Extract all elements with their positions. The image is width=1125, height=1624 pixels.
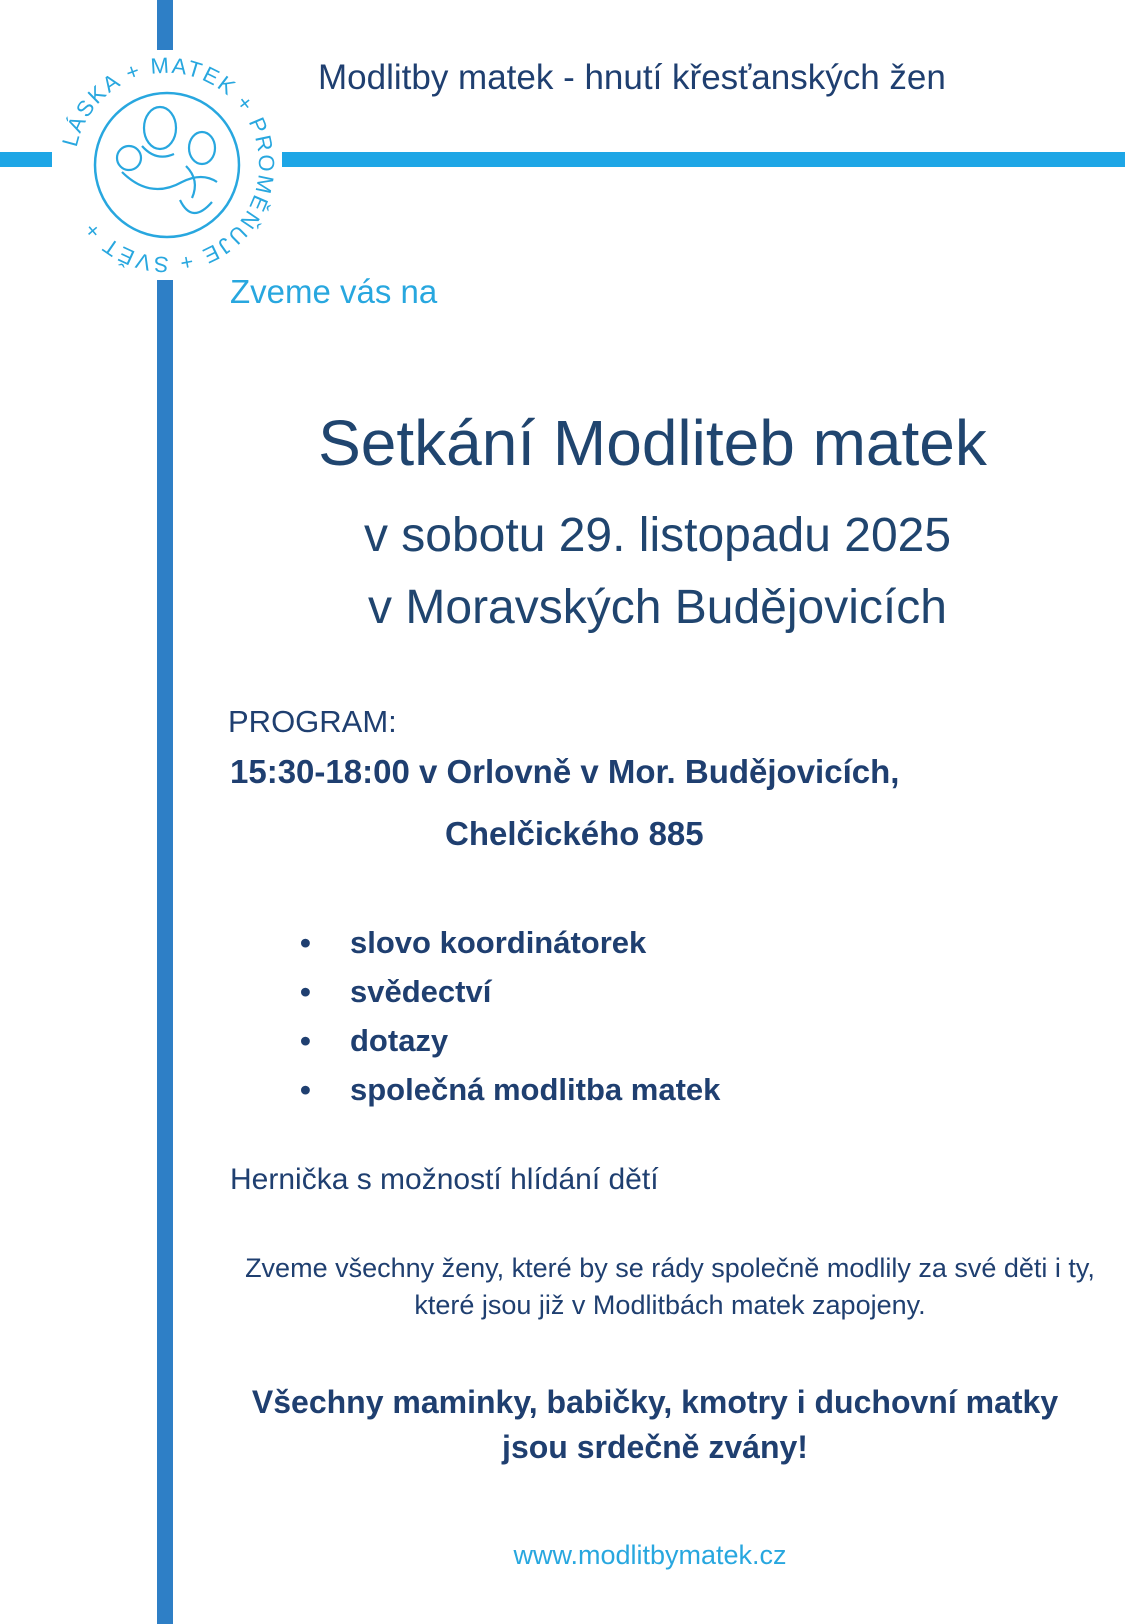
movement-logo (52, 50, 282, 280)
horizontal-cross-bar-right (278, 152, 1125, 167)
bullet-icon: • (300, 1023, 311, 1058)
bullet-icon: • (300, 974, 311, 1009)
logo-ring-text: LÁSKA + MATEK + PROMĚŇUJE + SVĚT + (57, 52, 280, 278)
list-item-label: společná modlitba matek (350, 1072, 721, 1107)
childcare-note: Hernička s možností hlídání dětí (230, 1163, 659, 1196)
bullet-icon: • (300, 1072, 311, 1107)
intro-text: Zveme vás na (230, 273, 438, 310)
website-link[interactable]: www.modlitbymatek.cz (513, 1540, 787, 1570)
program-time-place: 15:30-18:00 v Orlovně v Mor. Budějovicích, (230, 753, 900, 790)
list-item-label: svědectví (350, 974, 492, 1009)
welcome-message: Všechny maminky, babičky, kmotry i duchovní matky jsou srdečně zvány! (251, 1384, 1059, 1465)
bullet-icon: • (300, 925, 311, 960)
invitation-paragraph: Zveme všechny ženy, které by se rády společně modlily za své děti i ty, které jsou již v Modlitbách matek zapojeny. (245, 1253, 1095, 1320)
event-title: Setkání Modliteb matek (318, 407, 987, 479)
organization-name: Modlitby matek - hnutí křesťanských žen (318, 58, 946, 97)
event-location: v Moravských Budějovicích (368, 581, 947, 634)
list-item-label: dotazy (350, 1023, 449, 1058)
event-date: v sobotu 29. listopadu 2025 (363, 509, 952, 562)
program-heading: PROGRAM: (228, 704, 397, 739)
program-address: Chelčického 885 (445, 815, 704, 852)
vertical-cross-bar (157, 270, 173, 1624)
list-item-label: slovo koordinátorek (350, 925, 647, 960)
